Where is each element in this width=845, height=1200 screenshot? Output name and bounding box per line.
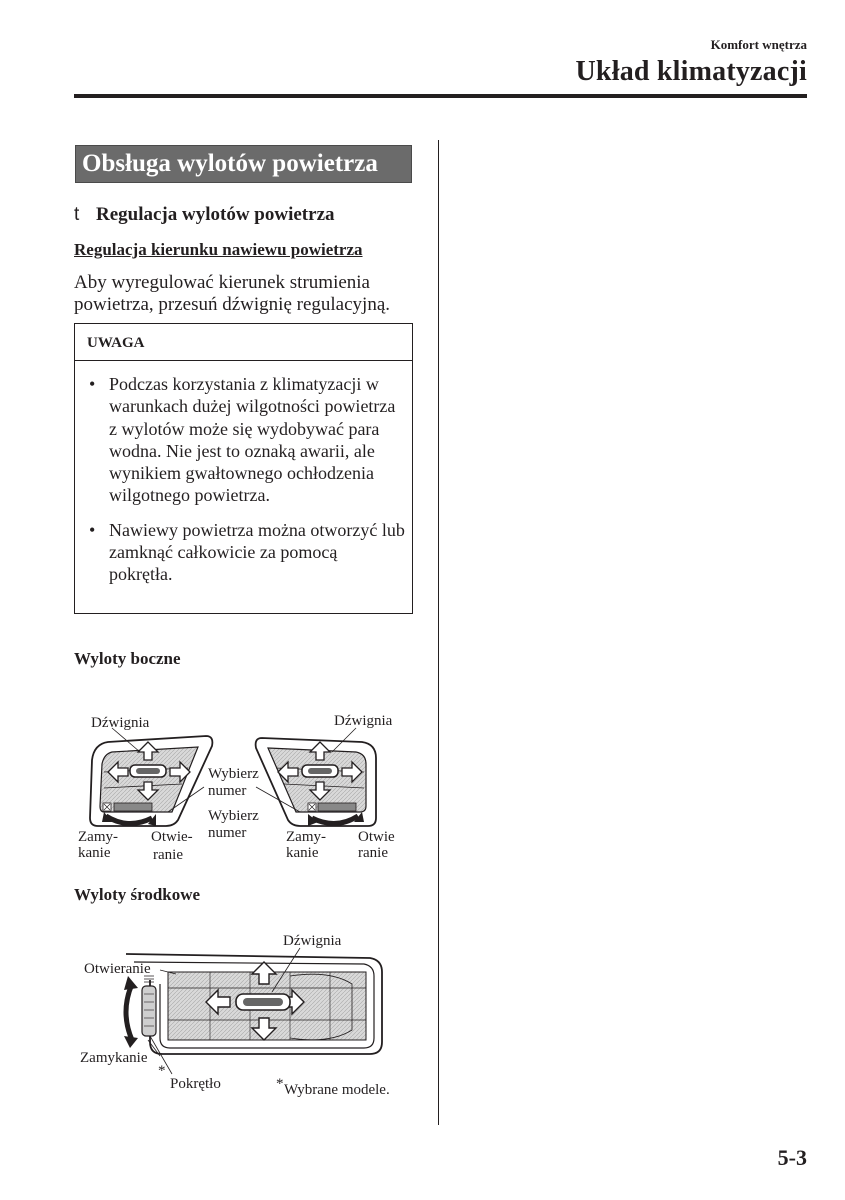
bullet-icon: • <box>89 374 96 394</box>
bullet-icon: • <box>89 519 96 540</box>
rotate-arrow-icon <box>124 976 138 1048</box>
note-item-text: Podczas korzystania z klimatyzacji w warunkach dużej wilgotności powietrza z wylotów może się wydobywać para wodna. Nie jest to oznaką awarii, ale wynikiem gwałtownego ochłodzenia wilgotnego powietrza. <box>109 374 396 506</box>
select-label: Wybierz <box>208 808 259 824</box>
page-number: 5-3 <box>777 1145 807 1170</box>
opening-label-center: Otwieranie <box>84 961 151 977</box>
subheading-mark: t <box>74 204 80 225</box>
opening-label-right: ranie <box>358 845 388 861</box>
note-title: UWAGA <box>75 324 412 361</box>
number-label: numer <box>208 783 247 799</box>
subheading-text: Regulacja wylotów powietrza <box>96 204 335 225</box>
lever-label-left: Dźwignia <box>91 715 150 731</box>
lever-label-right: Dźwignia <box>334 713 393 729</box>
opening-label-right: Otwie <box>358 829 395 845</box>
closing-label-center: Zamykanie <box>80 1050 148 1066</box>
intro-paragraph: Aby wyregulować kierunek strumienia powietrza, przesuń dźwignię regulacyjną. <box>74 272 391 315</box>
side-vent-left <box>90 728 212 826</box>
closing-label-left: kanie <box>78 845 111 861</box>
page-title: Układ klimatyzacji <box>575 56 807 87</box>
opening-label-left: ranie <box>153 847 183 863</box>
asterisk-icon: * <box>158 1063 166 1079</box>
section-label: Komfort wnętrza <box>710 37 807 52</box>
knob-label: Pokrętło <box>170 1076 221 1092</box>
side-vent-right <box>256 728 376 826</box>
selected-models-note: Wybrane modele. <box>284 1082 390 1098</box>
center-vents-heading: Wyloty środkowe <box>74 885 201 904</box>
lever-label-center: Dźwignia <box>283 933 342 949</box>
closing-label-left: Zamy- <box>78 829 118 845</box>
section-heading: Obsługa wylotów powietrza <box>75 145 412 183</box>
opening-label-left: Otwie- <box>151 829 193 845</box>
note-item-text: Nawiewy powietrza można otworzyć lub zamknąć całkowicie za pomocą pokrętła. <box>109 519 405 585</box>
closing-label-right: kanie <box>286 845 319 861</box>
asterisk-icon: * <box>276 1076 284 1092</box>
underline-heading: Regulacja kierunku nawiewu powietrza <box>74 240 363 259</box>
select-label: Wybierz <box>208 766 259 782</box>
closing-label-right: Zamy- <box>286 829 326 845</box>
number-label: numer <box>208 825 247 841</box>
center-vent <box>124 948 382 1074</box>
side-vents-heading: Wyloty boczne <box>74 649 181 668</box>
